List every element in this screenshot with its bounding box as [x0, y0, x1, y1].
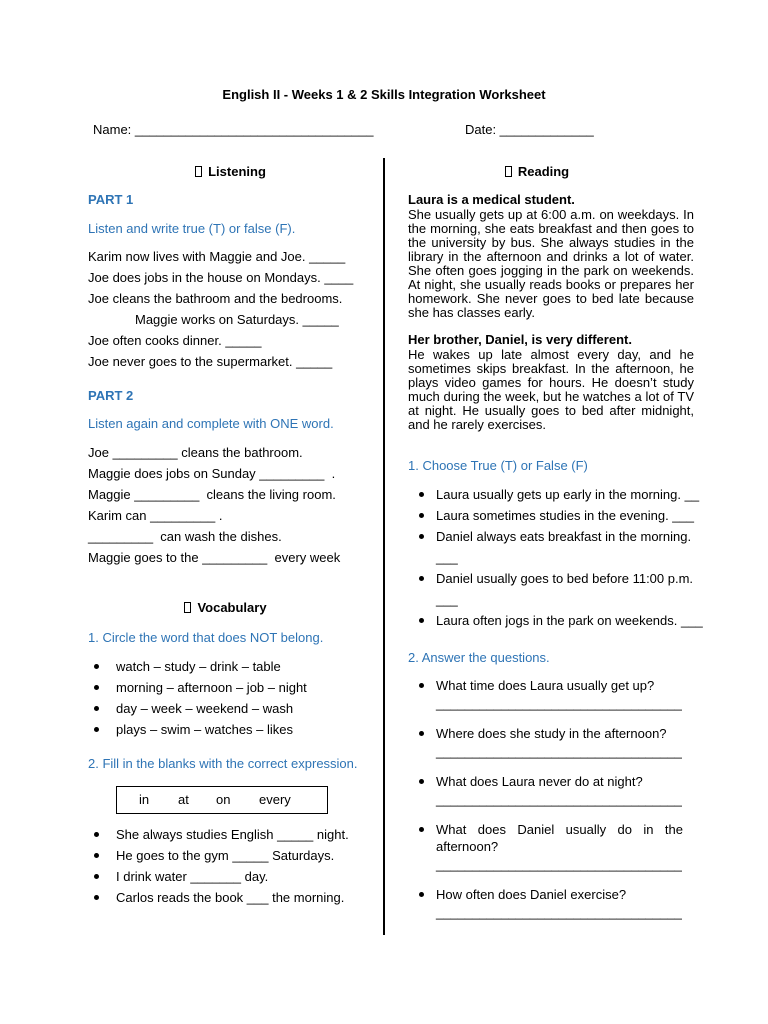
- list-item: Laura sometimes studies in the evening. ___: [408, 505, 706, 526]
- part2-label: PART 2: [88, 388, 134, 403]
- reading-ex2-instruction: 2. Answer the questions.: [408, 650, 550, 665]
- list-item: Daniel always eats breakfast in the morning. ___: [408, 526, 706, 568]
- vocab-ex1-instruction: 1. Circle the word that does NOT belong.: [88, 630, 324, 645]
- reading-ex1-instruction: 1. Choose True (T) or False (F): [408, 458, 588, 473]
- listening-heading-label: Listening: [208, 164, 266, 179]
- part2-item: Maggie goes to the _________ every week: [88, 550, 341, 565]
- answer-line: __________________________________: [436, 792, 682, 807]
- listening-heading: [88, 162, 373, 182]
- list-item: plays – swim – watches – likes: [88, 719, 307, 740]
- reading-text-title: Her brother, Daniel, is very different.: [408, 332, 632, 347]
- list-item: watch – study – drink – table: [88, 656, 307, 677]
- reading-text-title: Laura is a medical student.: [408, 192, 575, 207]
- part1-label: PART 1: [88, 192, 134, 207]
- list-item: [408, 677, 683, 712]
- part1-item: Joe never goes to the supermarket. _____: [88, 354, 333, 369]
- answer-line: __________________________________: [436, 905, 682, 920]
- question-text: How often does Daniel exercise?: [436, 887, 627, 902]
- question-text: What does Daniel usually do in the afternoon?: [436, 822, 683, 854]
- list-item: Daniel usually goes to bed before 11:00 p.m. ___: [408, 568, 706, 610]
- date-field: Date: _____________: [465, 122, 594, 137]
- list-item: day – week – weekend – wash: [88, 698, 307, 719]
- part1-item: Joe does jobs in the house on Mondays. ____: [88, 270, 354, 285]
- part2-item: _________ can wash the dishes.: [88, 529, 282, 544]
- answer-line: __________________________________: [436, 696, 682, 711]
- missing-glyph-icon: [505, 166, 512, 177]
- word-bank-word: in: [139, 792, 150, 807]
- part1-item: Joe often cooks dinner. _____: [88, 333, 262, 348]
- reading-ex1-list: [408, 484, 706, 631]
- vocabulary-heading: [83, 598, 368, 618]
- list-item: [408, 773, 683, 808]
- reading-heading: [408, 162, 666, 182]
- part2-item: Maggie does jobs on Sunday _________ .: [88, 466, 336, 481]
- answer-line: __________________________________: [436, 744, 682, 759]
- part2-item: Joe _________ cleans the bathroom.: [88, 445, 303, 460]
- reading-text-body: He wakes up late almost every day, and he sometimes skips breakfast. In the afternoon, he plays video games for hours. He doesn’t study much during the week, but he watches a lot of TV at night. He usually goes to bed after midnight, and he rarely exercises.: [408, 347, 694, 432]
- missing-glyph-icon: [184, 602, 191, 613]
- question-text: What does Laura never do at night?: [436, 774, 643, 789]
- list-item: Laura usually gets up early in the morning. __: [408, 484, 706, 505]
- word-bank-word: on: [216, 792, 231, 807]
- vocab-ex2-list: [88, 824, 349, 908]
- reading-text-body: She usually gets up at 6:00 a.m. on weekdays. In the morning, she eats breakfast and then goes to the university by bus. She always studies in the library in the afternoon and drinks a lot of water. She often goes jogging in the park on weekends. At night, she usually reads books or prepares her homework. She never goes to bed late because she has classes early.: [408, 207, 694, 320]
- question-text: What time does Laura usually get up?: [436, 678, 655, 693]
- part2-item: Maggie _________ cleans the living room.: [88, 487, 336, 502]
- list-item: [408, 821, 683, 873]
- part2-instruction: Listen again and complete with ONE word.: [88, 416, 334, 431]
- answer-line: __________________________________: [436, 857, 682, 872]
- vocab-ex1-list: [88, 656, 307, 740]
- question-text: Where does she study in the afternoon?: [436, 726, 667, 741]
- word-bank-word: at: [178, 792, 189, 807]
- worksheet-title: English II - Weeks 1 & 2 Skills Integration Worksheet: [222, 87, 546, 102]
- word-bank-word: every: [259, 792, 291, 807]
- part1-item: Joe cleans the bathroom and the bedrooms.: [88, 291, 343, 306]
- vocab-ex2-instruction: 2. Fill in the blanks with the correct expression.: [88, 756, 358, 771]
- part1-item: Karim now lives with Maggie and Joe. _____: [88, 249, 346, 264]
- part1-item: Maggie works on Saturdays. _____: [135, 312, 339, 327]
- part2-item: Karim can _________ .: [88, 508, 223, 523]
- list-item: She always studies English _____ night.: [88, 824, 349, 845]
- part1-instruction: Listen and write true (T) or false (F).: [88, 221, 296, 236]
- list-item: He goes to the gym _____ Saturdays.: [88, 845, 349, 866]
- vocabulary-heading-label: Vocabulary: [197, 600, 267, 615]
- list-item: Carlos reads the book ___ the morning.: [88, 887, 349, 908]
- reading-ex2-list: [408, 677, 683, 934]
- missing-glyph-icon: [195, 166, 202, 177]
- list-item: [408, 725, 683, 760]
- reading-heading-label: Reading: [517, 164, 570, 179]
- column-divider: [383, 158, 385, 935]
- list-item: Laura often jogs in the park on weekends. ___: [408, 610, 706, 631]
- list-item: I drink water _______ day.: [88, 866, 349, 887]
- word-bank-box: [116, 786, 328, 814]
- list-item: [408, 886, 683, 921]
- name-field: Name: _________________________________: [93, 122, 374, 137]
- list-item: morning – afternoon – job – night: [88, 677, 307, 698]
